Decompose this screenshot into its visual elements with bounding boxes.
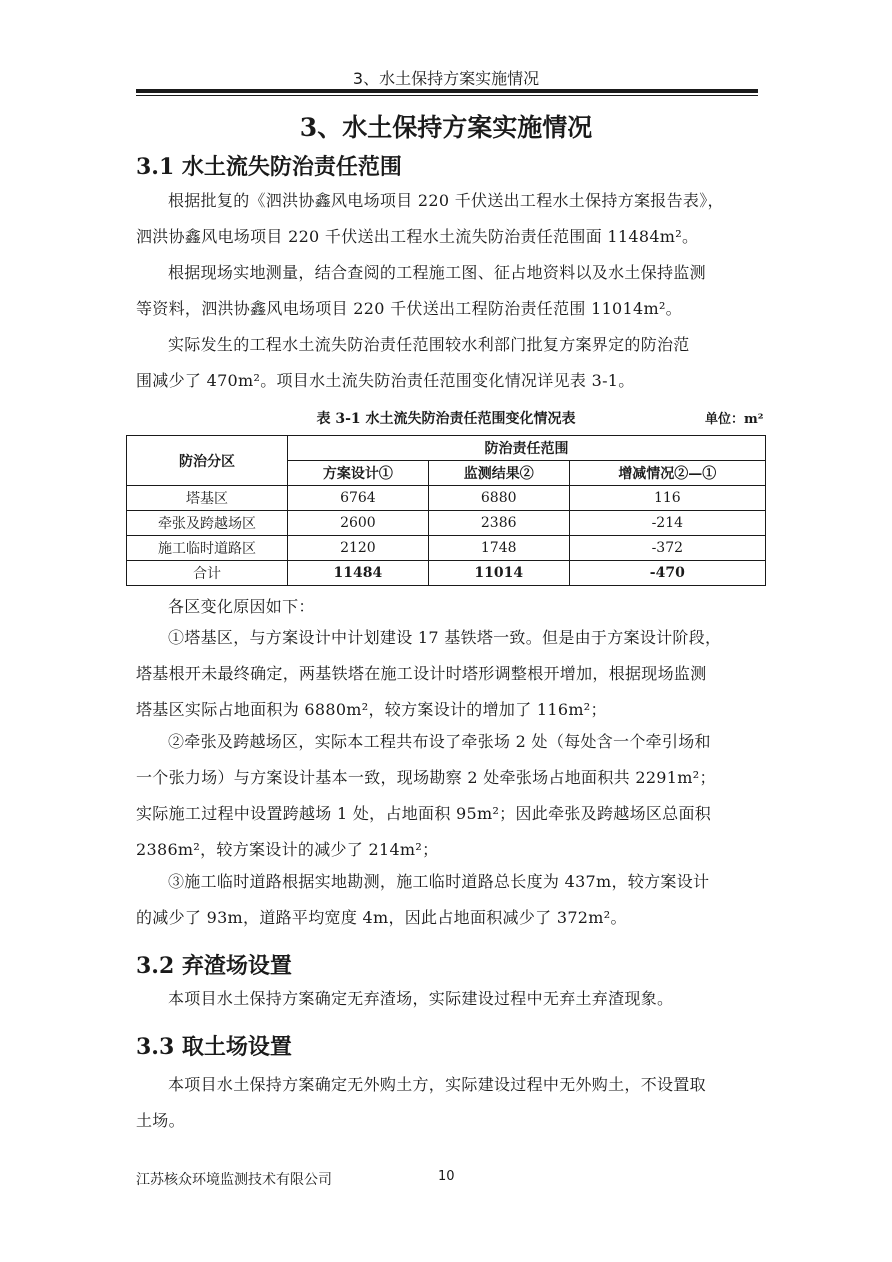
section-heading-3-1: 3.1 水土流失防治责任范围 — [136, 154, 402, 180]
table-total-row — [127, 561, 766, 586]
cell-monitor: 1748 — [428, 536, 569, 561]
footer-company: 江苏核众环境监测技术有限公司 — [136, 1172, 332, 1188]
table-row — [127, 536, 766, 561]
text-line: 塔基区实际占地面积为 6880m²，较方案设计的增加了 116m²； — [136, 700, 607, 719]
page-title: 3、水土保持方案实施情况 — [299, 113, 593, 142]
header-change: 增减情况②—① — [569, 461, 765, 486]
page-number: 10 — [438, 1169, 455, 1184]
cell-design: 2600 — [288, 511, 429, 536]
header-rule-thick — [136, 89, 758, 93]
text-line: 泗洪协鑫风电场项目 220 千伏送出工程水土流失防治责任范围面 11484m²。 — [136, 227, 699, 246]
text-line: 本项目水土保持方案确定无弃渣场，实际建设过程中无弃土弃渣现象。 — [168, 989, 674, 1008]
text-line: 各区变化原因如下： — [168, 597, 315, 616]
paragraph-approved-scope — [136, 183, 758, 255]
header-area: 防治分区 — [127, 436, 288, 486]
cell-change: -372 — [569, 536, 765, 561]
text-line: 等资料，泗洪协鑫风电场项目 220 千伏送出工程防治责任范围 11014m²。 — [136, 299, 682, 318]
cell-monitor: 2386 — [428, 511, 569, 536]
paragraph-reason-tower — [136, 620, 758, 728]
cell-total-monitor: 11014 — [428, 561, 569, 586]
text-line: 塔基根开未最终确定，两基铁塔在施工设计时塔形调整根开增加，根据现场监测 — [136, 664, 707, 683]
text-line: 本项目水土保持方案确定无外购土方，实际建设过程中无外购土，不设置取 — [168, 1075, 706, 1094]
paragraph-reason-temp-road — [136, 864, 758, 936]
header-design: 方案设计① — [288, 461, 429, 486]
table-caption: 表 3-1 水土流失防治责任范围变化情况表 — [316, 411, 576, 427]
text-line: ②牵张及跨越场区，实际本工程共布设了牵张场 2 处（每处含一个牵引场和 — [168, 732, 711, 751]
paragraph-borrow-site — [136, 1067, 758, 1139]
text-line: 围减少了 470m²。项目水土流失防治责任范围变化情况详见表 3-1。 — [136, 371, 635, 390]
table-row — [127, 486, 766, 511]
table-header-row — [127, 436, 766, 461]
cell-design: 6764 — [288, 486, 429, 511]
cell-total-design: 11484 — [288, 561, 429, 586]
text-line: 土场。 — [136, 1111, 185, 1130]
cell-change: -214 — [569, 511, 765, 536]
text-line: 根据批复的《泗洪协鑫风电场项目 220 千伏送出工程水土保持方案报告表》， — [168, 191, 724, 210]
text-line: 的减少了 93m，道路平均宽度 4m，因此占地面积减少了 372m²。 — [136, 908, 627, 927]
header-scope-group: 防治责任范围 — [288, 436, 766, 461]
cell-total-label: 合计 — [127, 561, 288, 586]
paragraph-measured-scope — [136, 255, 758, 327]
paragraph-spoil-site — [136, 981, 758, 1017]
cell-total-change: -470 — [569, 561, 765, 586]
table-unit: 单位：m² — [705, 412, 764, 427]
cell-area: 牵张及跨越场区 — [127, 511, 288, 536]
cell-area: 塔基区 — [127, 486, 288, 511]
paragraph-reason-tension-site — [136, 724, 758, 868]
header-rule-thin — [136, 95, 758, 96]
cell-design: 2120 — [288, 536, 429, 561]
cell-monitor: 6880 — [428, 486, 569, 511]
cell-area: 施工临时道路区 — [127, 536, 288, 561]
text-line: 一个张力场）与方案设计基本一致，现场勘察 2 处牵张场占地面积共 2291m²； — [136, 768, 716, 787]
header-monitor: 监测结果② — [428, 461, 569, 486]
text-line: 实际发生的工程水土流失防治责任范围较水利部门批复方案界定的防治范 — [168, 335, 690, 354]
running-header: 3、水土保持方案实施情况 — [352, 69, 540, 88]
text-line: 2386m²，较方案设计的减少了 214m²； — [136, 840, 439, 859]
text-line: 根据现场实地测量，结合查阅的工程施工图、征占地资料以及水土保持监测 — [168, 263, 706, 282]
cell-change: 116 — [569, 486, 765, 511]
paragraph-scope-reduction — [136, 327, 758, 399]
text-line: ①塔基区，与方案设计中计划建设 17 基铁塔一致。但是由于方案设计阶段， — [168, 628, 722, 647]
text-line: ③施工临时道路根据实地勘测，施工临时道路总长度为 437m，较方案设计 — [168, 872, 710, 891]
table-row — [127, 511, 766, 536]
section-heading-3-2: 3.2 弃渣场设置 — [136, 953, 292, 979]
section-heading-3-3: 3.3 取土场设置 — [136, 1034, 292, 1060]
scope-change-table — [126, 435, 766, 586]
text-line: 实际施工过程中设置跨越场 1 处，占地面积 95m²；因此牵张及跨越场区总面积 — [136, 804, 712, 823]
